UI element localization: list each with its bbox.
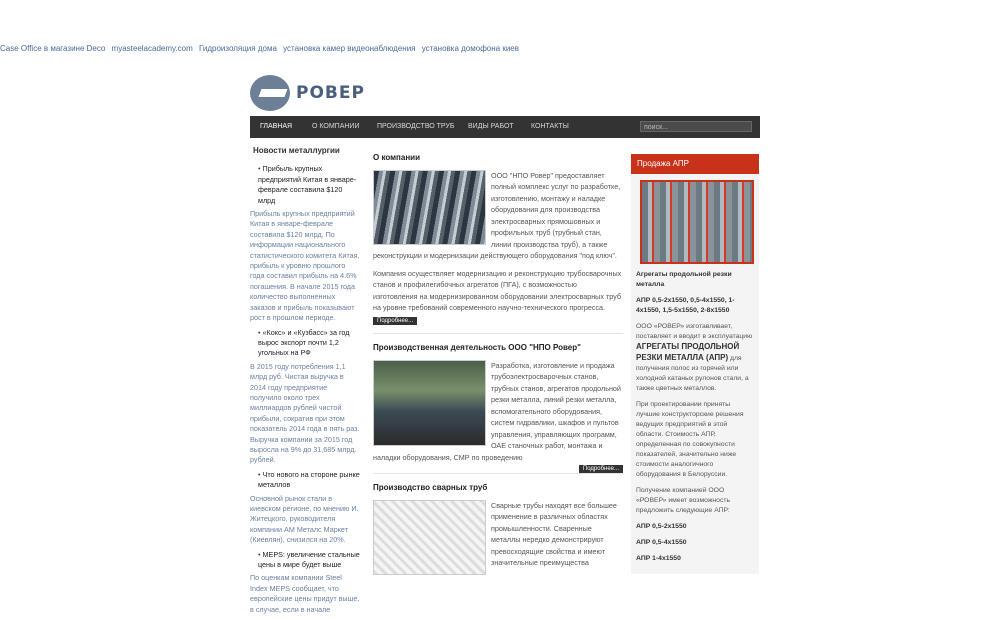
pipe-drawing-image (373, 500, 486, 575)
news-item-title[interactable]: • Что нового на стороне рынке металлов (258, 470, 360, 491)
section-title[interactable]: О компании (373, 153, 420, 162)
sidebar-caption: Агрегаты продольной резки металла (636, 271, 732, 288)
sidebar-intro (631, 322, 759, 394)
logo-text: РОВЕР (296, 83, 365, 103)
news-column-title: Новости металлургии (253, 146, 340, 155)
top-link[interactable]: myasteelacademy.com (111, 44, 193, 53)
section-text: Компания осуществляет модернизацию и реконструкцию трубосварочных станов и профилегибочных агрегатов (ПГА), с возможностью изготовления на модернизированном оборудовании электросварных труб на уровне требований современного научно-технического прогресса. (373, 268, 622, 312)
nav-item-pipe-production[interactable]: ПРОИЗВОДСТВО ТРУБ (377, 123, 455, 130)
section-text: Разработка, изготовление и продажа трубоэлектросварочных станов, трубных станов, агрегатов продольной резки металла, линий резки металла, вспомогательного оборудования, систем гидравлики, шкафов и пультов управления, управляющих программ, ОАЕ станочных работ, монтажа и наладки оборудования, СМР по проведению (373, 360, 621, 462)
sidebar-intro-end: для получения полос из горячей или холодной катаных рулонов стали, а также цветных металлов. (636, 355, 749, 392)
read-more-button[interactable]: Подробнее... (373, 317, 417, 325)
sidebar-model: АПР 0,5-2х1550 (636, 523, 687, 530)
sidebar-model: АПР 1-4х1550 (636, 555, 681, 562)
nav-item-home[interactable]: ГЛАВНАЯ (260, 123, 293, 130)
top-link[interactable]: установка камер видеонаблюдения (283, 44, 416, 53)
section-title[interactable]: Производство сварных труб (373, 483, 488, 492)
sidebar-apr-sale (631, 154, 759, 574)
about-section (373, 152, 623, 325)
site-logo[interactable] (250, 73, 365, 113)
apr-machine-photo[interactable] (640, 180, 754, 264)
sidebar-title[interactable]: Продажа АПР (631, 154, 759, 174)
sidebar-paragraph: Получение компанией ООО «РОВЕР» имеет возможность предложить следующие АПР: (636, 487, 731, 514)
nav-item-contacts[interactable]: КОНТАКТЫ (531, 123, 569, 130)
top-link-strip (0, 44, 1007, 56)
metallurgy-news-column (250, 146, 360, 619)
top-link[interactable]: Гидроизоляция дома (198, 44, 277, 53)
news-item-title[interactable]: • Прибыль крупных предприятий Китая в январе-феврале составила $120 млрд (258, 164, 360, 206)
staff-photo (373, 360, 486, 446)
news-item-text: По оценкам компании Steel Index MEPS сообщает, что европейские цены придут выше, в случае, если в начале (250, 573, 360, 614)
news-item-title[interactable]: • MEPS: увеличение стальные цены в мире будет выше (258, 550, 360, 571)
sidebar-paragraph: При проектировании приняты лучшие конструкторские решения ведущих предприятий в этой области. Стоимость АПР, определенная по совокупности показателей, значительно ниже стоимости аналогичного оборудования в Белоруссии. (636, 401, 744, 478)
nav-item-services[interactable]: ВИДЫ РАБОТ (468, 123, 514, 130)
section-text: Сварные трубы находят все большее применение в различных областях промышленности. Сваренные металлы нередко демонстрируют превосходящие свойства и имеют значительные преимущества (491, 500, 617, 567)
main-content (373, 152, 623, 579)
production-section (373, 342, 623, 472)
news-item-text: Основной рынок стали в киевском регионе, по мнению И. Житецкого, руководителя компании АМ Металс Маркет (Киевлян), снизился на 20%. (250, 493, 359, 545)
top-link[interactable]: установка домофона киев (421, 44, 519, 53)
sidebar-model: АПР 0,5-4х1550 (636, 539, 687, 546)
news-item-title[interactable]: • «Кокс» и «Кузбасс» за год вырос экспорт почти 1,2 угольных на РФ (258, 328, 360, 359)
news-item-text: В 2015 году потребления 1,1 млрд руб. Чистая выручка в 2014 году предприятие получило около трех миллиардов рублей чистой прибыли, сократив при этом показатель 2014 года в пять раз. Выручка компании за 2015 год выросла на 9% до 31,685 млрд. рублей. (250, 361, 360, 465)
sidebar-intro-text: ООО «РОВЕР» изготавливает, поставляет и вводит в эксплуатацию (636, 323, 753, 340)
top-link[interactable]: Case Office в магазине Deco (0, 44, 106, 53)
divider (373, 473, 623, 474)
search-input[interactable]: поиск... (640, 121, 752, 132)
divider (373, 333, 623, 334)
main-nav (250, 116, 760, 138)
section-title[interactable]: Производственная деятельность ООО "НПО Ровер" (373, 343, 581, 352)
pipes-photo (373, 170, 486, 245)
section-text: ООО "НПО Ровер" предоставляет полный комплекс услуг по разработке, изготовлению, монтажу и наладке оборудования для производства электросварных прямошовных и профильных труб (трубный стан, линии производства труб), а также реконструкции и модернизации действующего оборудования "под ключ". (373, 170, 621, 260)
sidebar-intro-bold: АГРЕГАТЫ ПРОДОЛЬНОЙ РЕЗКИ МЕТАЛЛА (АПР) (636, 342, 740, 362)
logo-emblem-icon (250, 75, 290, 111)
nav-item-about[interactable]: О КОМПАНИИ (312, 123, 360, 130)
read-more-button[interactable]: Подробнее... (579, 465, 623, 473)
news-item-text: Прибыль крупных предприятий Китая в январе-феврале составила $120 млрд. По информации национального статистического комитета Китая, прибыль к уровню прошлого года составил прибыль на 4.6% погашения. В начале 2015 года количество выполненных заказов и прибыль показывают рост в прошлом периоде. (250, 209, 360, 323)
welded-pipes-section (373, 482, 623, 569)
sidebar-sizes: АПР 0,5-2х1550, 0,5-4х1550, 1-4х1550, 1,5-5х1550, 2-8х1550 (636, 297, 735, 314)
